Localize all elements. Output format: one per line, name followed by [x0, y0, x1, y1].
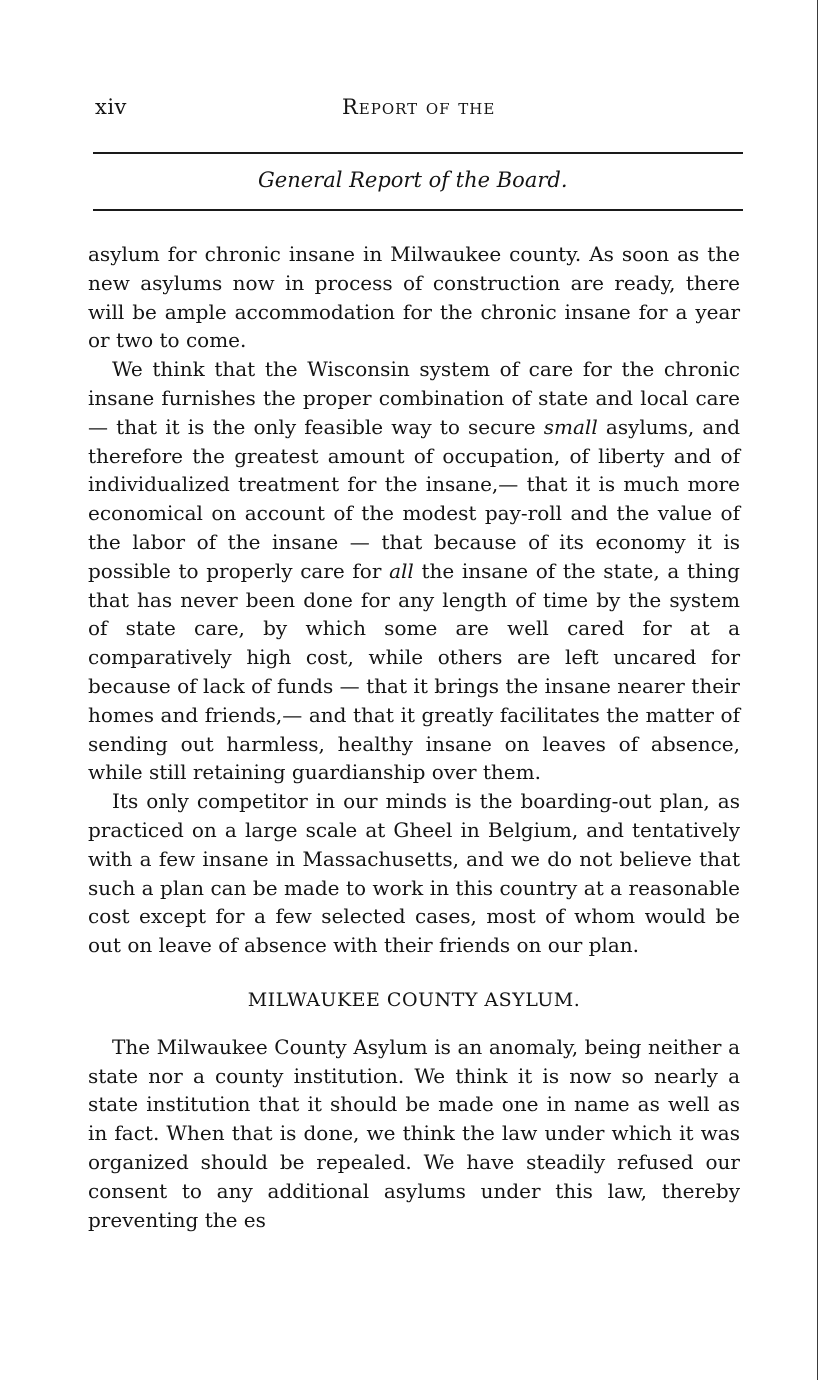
paragraph-text: the insane of the state, a thing that has never been done for any length of time by the system of state care, by which some are well cared for at a comparatively high cost, while others are left uncared for because of lack of funds — that it brings the insane nearer their homes and friends,— and that it greatly facilitates the matter of sending out harmless, healthy insane on leaves of absence, while still retaining guardianship over them. [88, 558, 740, 785]
section-title: General Report of the Board. [258, 168, 568, 192]
emphasis-all: all [389, 558, 414, 583]
subheading-milwaukee-county-asylum: MILWAUKEE COUNTY ASYLUM. [247, 988, 581, 1011]
header-rule-top [93, 152, 743, 154]
paragraph-boarding-out: Its only competitor in our minds is the boarding-out plan, as practiced on a large scale at Gheel in Belgium, and tentatively with a few insane in Massachusetts, and we do not believe that such a plan can be made to work in this country at a reasonable cost except for a few selected cases, most of whom would be out on leave of absence with their friends on our plan. [88, 789, 740, 958]
paragraph-milwaukee-asylum: The Milwaukee County Asylum is an anomaly, being neither a state nor a county institution. We think it is now so nearly a state institution that it should be made one in name as well as in fact. When that is done, we think the law under which it was organized should be repealed. We have steadily refused our consent to any additional asylums under this law, thereby preventing the es [88, 1034, 740, 1232]
page-edge-line [817, 0, 818, 1380]
paragraph-continuation: asylum for chronic insane in Milwaukee county. As soon as the new asylums now in process of construction are ready, there will be ample accommodation for the chronic insane for a year or two to come. [88, 242, 740, 353]
paragraph-text: We think that the Wisconsin system of care for the chronic insane furnishes the proper combination of state and local care — that it is the only feasible way to secure [88, 357, 740, 439]
page-number: xiv [95, 95, 127, 119]
emphasis-small: small [543, 414, 598, 439]
header-rule-bottom [93, 209, 743, 211]
running-title: Report of the [342, 95, 496, 119]
body-text [88, 240, 740, 1234]
paragraph-text: asylums, and therefore the greatest amount of occupation, of liberty and of individualized treatment for the insane,— that it is much more economical on account of the modest pay-roll and the value of the labor of the insane — that because of its economy it is possible to properly care for [88, 414, 741, 583]
paragraph-wisconsin-system [88, 355, 740, 787]
